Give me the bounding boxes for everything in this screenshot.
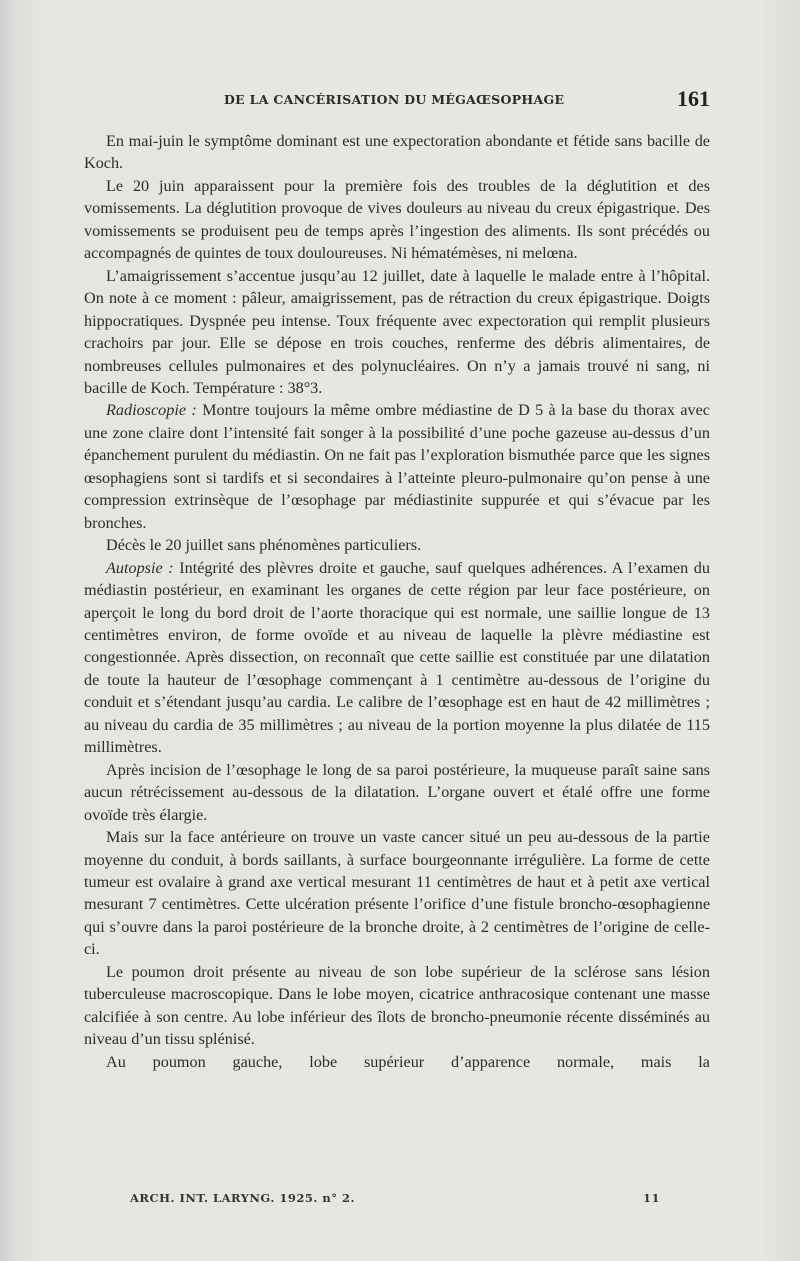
- paragraph: Le 20 juin apparaissent pour la première fois des troubles de la déglutition et des vomissements. La déglutition provoque de vives douleurs au niveau du creux épigastrique. Des vomissements se produisent peu de temps après l’ingestion des aliments. Ils sont précédés ou accompagnés de quintes de toux douloureuses. Ni hématémèses, ni melœna.: [84, 176, 710, 263]
- paragraph: Radioscopie : Montre toujours la même ombre médiastine de D 5 à la base du thorax avec une zone claire dont l’intensité fait songer à la possibilité d’une poche gazeuse au-dessus d’un épanchement purulent du médiastin. On ne fait pas l’exploration bismuthée parce que les signes œsophagiens sont si tardifs et si secondaires à l’atteinte pleuro-pulmonaire qu’on pense à une compression extrinsèque de l’œsophage par médiastinite suppurée et qui s’évacue par les bronches.: [84, 401, 710, 532]
- journal-reference: ARCH. INT. LARYNG. 1925. n° 2.: [130, 1191, 355, 1205]
- paragraph: Mais sur la face antérieure on trouve un vaste cancer situé un peu au-dessous de la partie moyenne du conduit, à bords saillants, à surface bourgeonnante irrégulière. La forme de cette tumeur est ovalaire à grand axe vertical mesurant 11 centimètres de haut et à petit axe vertical mesurant 7 centimètres. Cette ulcération présente l’orifice d’une fistule broncho-œsophagienne qui s’ouvre dans la paroi postérieure de la bronche droite, à 2 centimètres de l’origine de celle-ci.: [84, 828, 710, 959]
- page-footer: [130, 1191, 660, 1211]
- paragraph: Autopsie : Intégrité des plèvres droite et gauche, sauf quelques adhérences. A l’examen du médiastin postérieur, en examinant les organes de cette région par leur face postérieure, on aperçoit le long du bord droit de l’aorte thoracique qui est normale, une saillie longue de 13 centimètres environ, de forme ovoïde et au niveau de laquelle la plèvre médiastine est congestionnée. Après dissection, on reconnaît que cette saillie est constituée par une dilatation de toute la hauteur de l’œsophage commençant à 1 centimètre au-dessous de l’origine du conduit et s’étendant jusqu’au cardia. Le calibre de l’œsophage est en haut de 42 millimètres ; au niveau du cardia de 35 millimètres ; au niveau de la portion moyenne la plus dilatée de 115 millimètres.: [84, 558, 710, 757]
- running-title: DE LA CANCÉRISATION DU MÉGAŒSOPHAGE: [224, 92, 565, 107]
- section-label-radioscopie: Radioscopie :: [106, 401, 197, 420]
- paragraph: Décès le 20 juillet sans phénomènes particuliers.: [106, 536, 422, 555]
- page-number: 161: [677, 86, 710, 111]
- paragraph: En mai-juin le symptôme dominant est une expectoration abondante et fétide sans bacille de Koch.: [84, 132, 710, 173]
- paragraph: Le poumon droit présente au niveau de son lobe supérieur de la sclérose sans lésion tuberculeuse macroscopique. Dans le lobe moyen, cicatrice anthracosique contenant une masse calcifiée à son centre. Au lobe inférieur des îlots de broncho-pneumonie récente disséminés au niveau d’un tissu splénisé.: [84, 962, 710, 1049]
- article-body: [84, 130, 710, 1073]
- signature-mark: 11: [642, 1191, 660, 1205]
- paragraph: Après incision de l’œsophage le long de sa paroi postérieure, la muqueuse paraît saine sans aucun rétrécissement au-dessous de la dilatation. L’organe ouvert et étalé offre une forme ovoïde très élargie.: [84, 760, 710, 824]
- paragraph: L’amaigrissement s’accentue jusqu’au 12 juillet, date à laquelle le malade entre à l’hôpital. On note à ce moment : pâleur, amaigrissement, pas de rétraction du creux épigastrique. Doigts hippocratiques. Dyspnée peu intense. Toux fréquente avec expectoration qui remplit plusieurs crachoirs par jour. Elle se dépose en trois couches, renferme des débris alimentaires, de nombreuses cellules pulmonaires et des polynucléaires. On n’y a jamais trouvé ni sang, ni bacille de Koch. Température : 38°3.: [84, 266, 710, 397]
- paragraph: Au poumon gauche, lobe supérieur d’apparence normale, mais la: [106, 1052, 710, 1071]
- section-label-autopsie: Autopsie :: [106, 558, 174, 577]
- page-header: [84, 88, 710, 110]
